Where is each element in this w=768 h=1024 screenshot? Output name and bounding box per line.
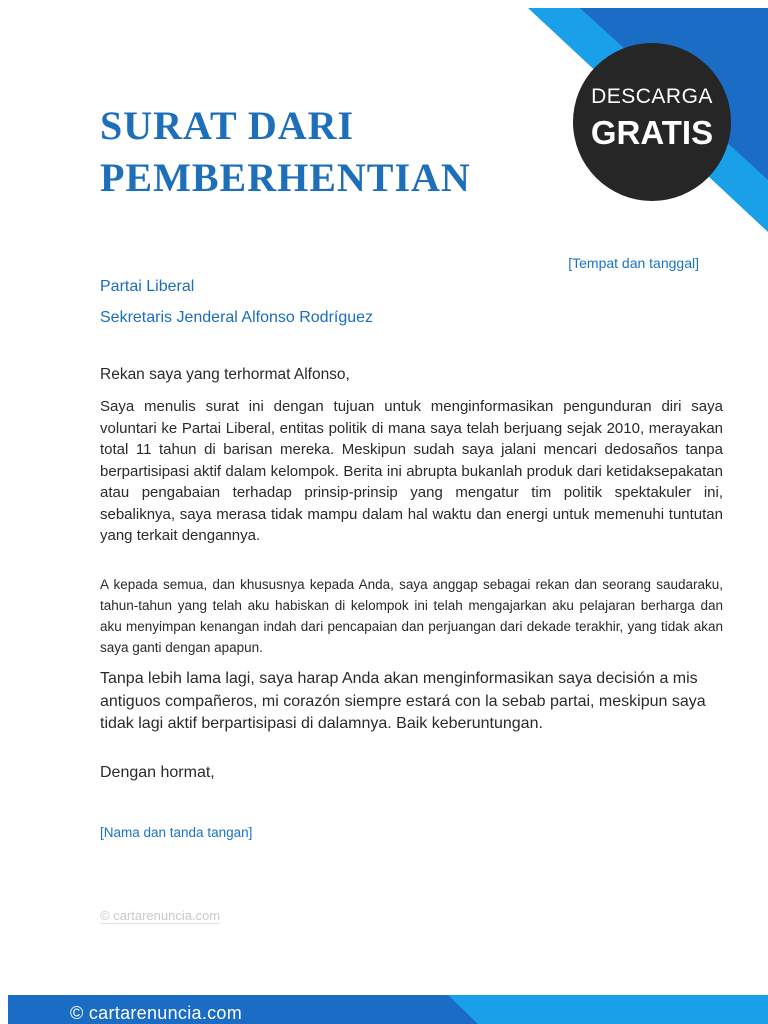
signature-placeholder: [Nama dan tanda tangan]	[100, 825, 253, 840]
paragraph-2: A kepada semua, dan khususnya kepada Anda, saya anggap sebagai rekan dan seorang saudaraku, tahun-tahun yang telah aku habiskan di kelompok ini telah mengajarkan aku pelajaran berharga dan aku menyimpan kenangan indah dari pencapaian dan perjuangan dari dekade terakhir, yang tidak akan saya ganti dengan apapun.	[100, 577, 723, 655]
watermark-link[interactable]: © cartarenuncia.com	[100, 908, 221, 923]
badge-line1: DESCARGA	[591, 85, 713, 108]
footer-copyright: © cartarenuncia.com	[70, 1003, 243, 1023]
place-date-placeholder: [Tempat dan tanggal]	[568, 255, 699, 271]
closing: Dengan hormat,	[100, 764, 215, 781]
greeting: Rekan saya yang terhormat Alfonso,	[100, 366, 350, 383]
recipient-organization: Partai Liberal	[100, 278, 195, 295]
paragraph-3: Tanpa lebih lama lagi, saya harap Anda akan menginformasikan saya decisión a mis antiguos compañeros, mi corazón siempre estará con la sebab partai, meskipun saya tidak lagi aktif berpartisipasi di dalamnya. Baik keberuntungan.	[100, 670, 706, 732]
paragraph-1: Saya menulis surat ini dengan tujuan untuk menginformasikan pengunduran diri saya voluntari ke Partai Liberal, entitas politik di mana saya telah berjuang sejak 2010, merayakan total 11 tahun di barisan mereka. Meskipun sudah saya jalani mencari dedosaños tanpa berpartisipasi aktif dalam kelompok. Berita ini abrupta bukanlah produk dari ketidaksepakatan atau pengabaian terhadap prinsip-prinsip yang mengatur tim politik spektakuler ini, sebaliknya, saya merasa tidak mampu dalam hal waktu dan energi untuk memenuhi tuntutan yang terkait dengannya.	[100, 398, 723, 544]
badge-line2: GRATIS	[590, 114, 714, 151]
letter-title: SURAT DARI PEMBERHENTIAN	[100, 103, 471, 200]
recipient-name: Sekretaris Jenderal Alfonso Rodríguez	[100, 309, 374, 326]
download-free-badge[interactable]	[573, 43, 731, 201]
